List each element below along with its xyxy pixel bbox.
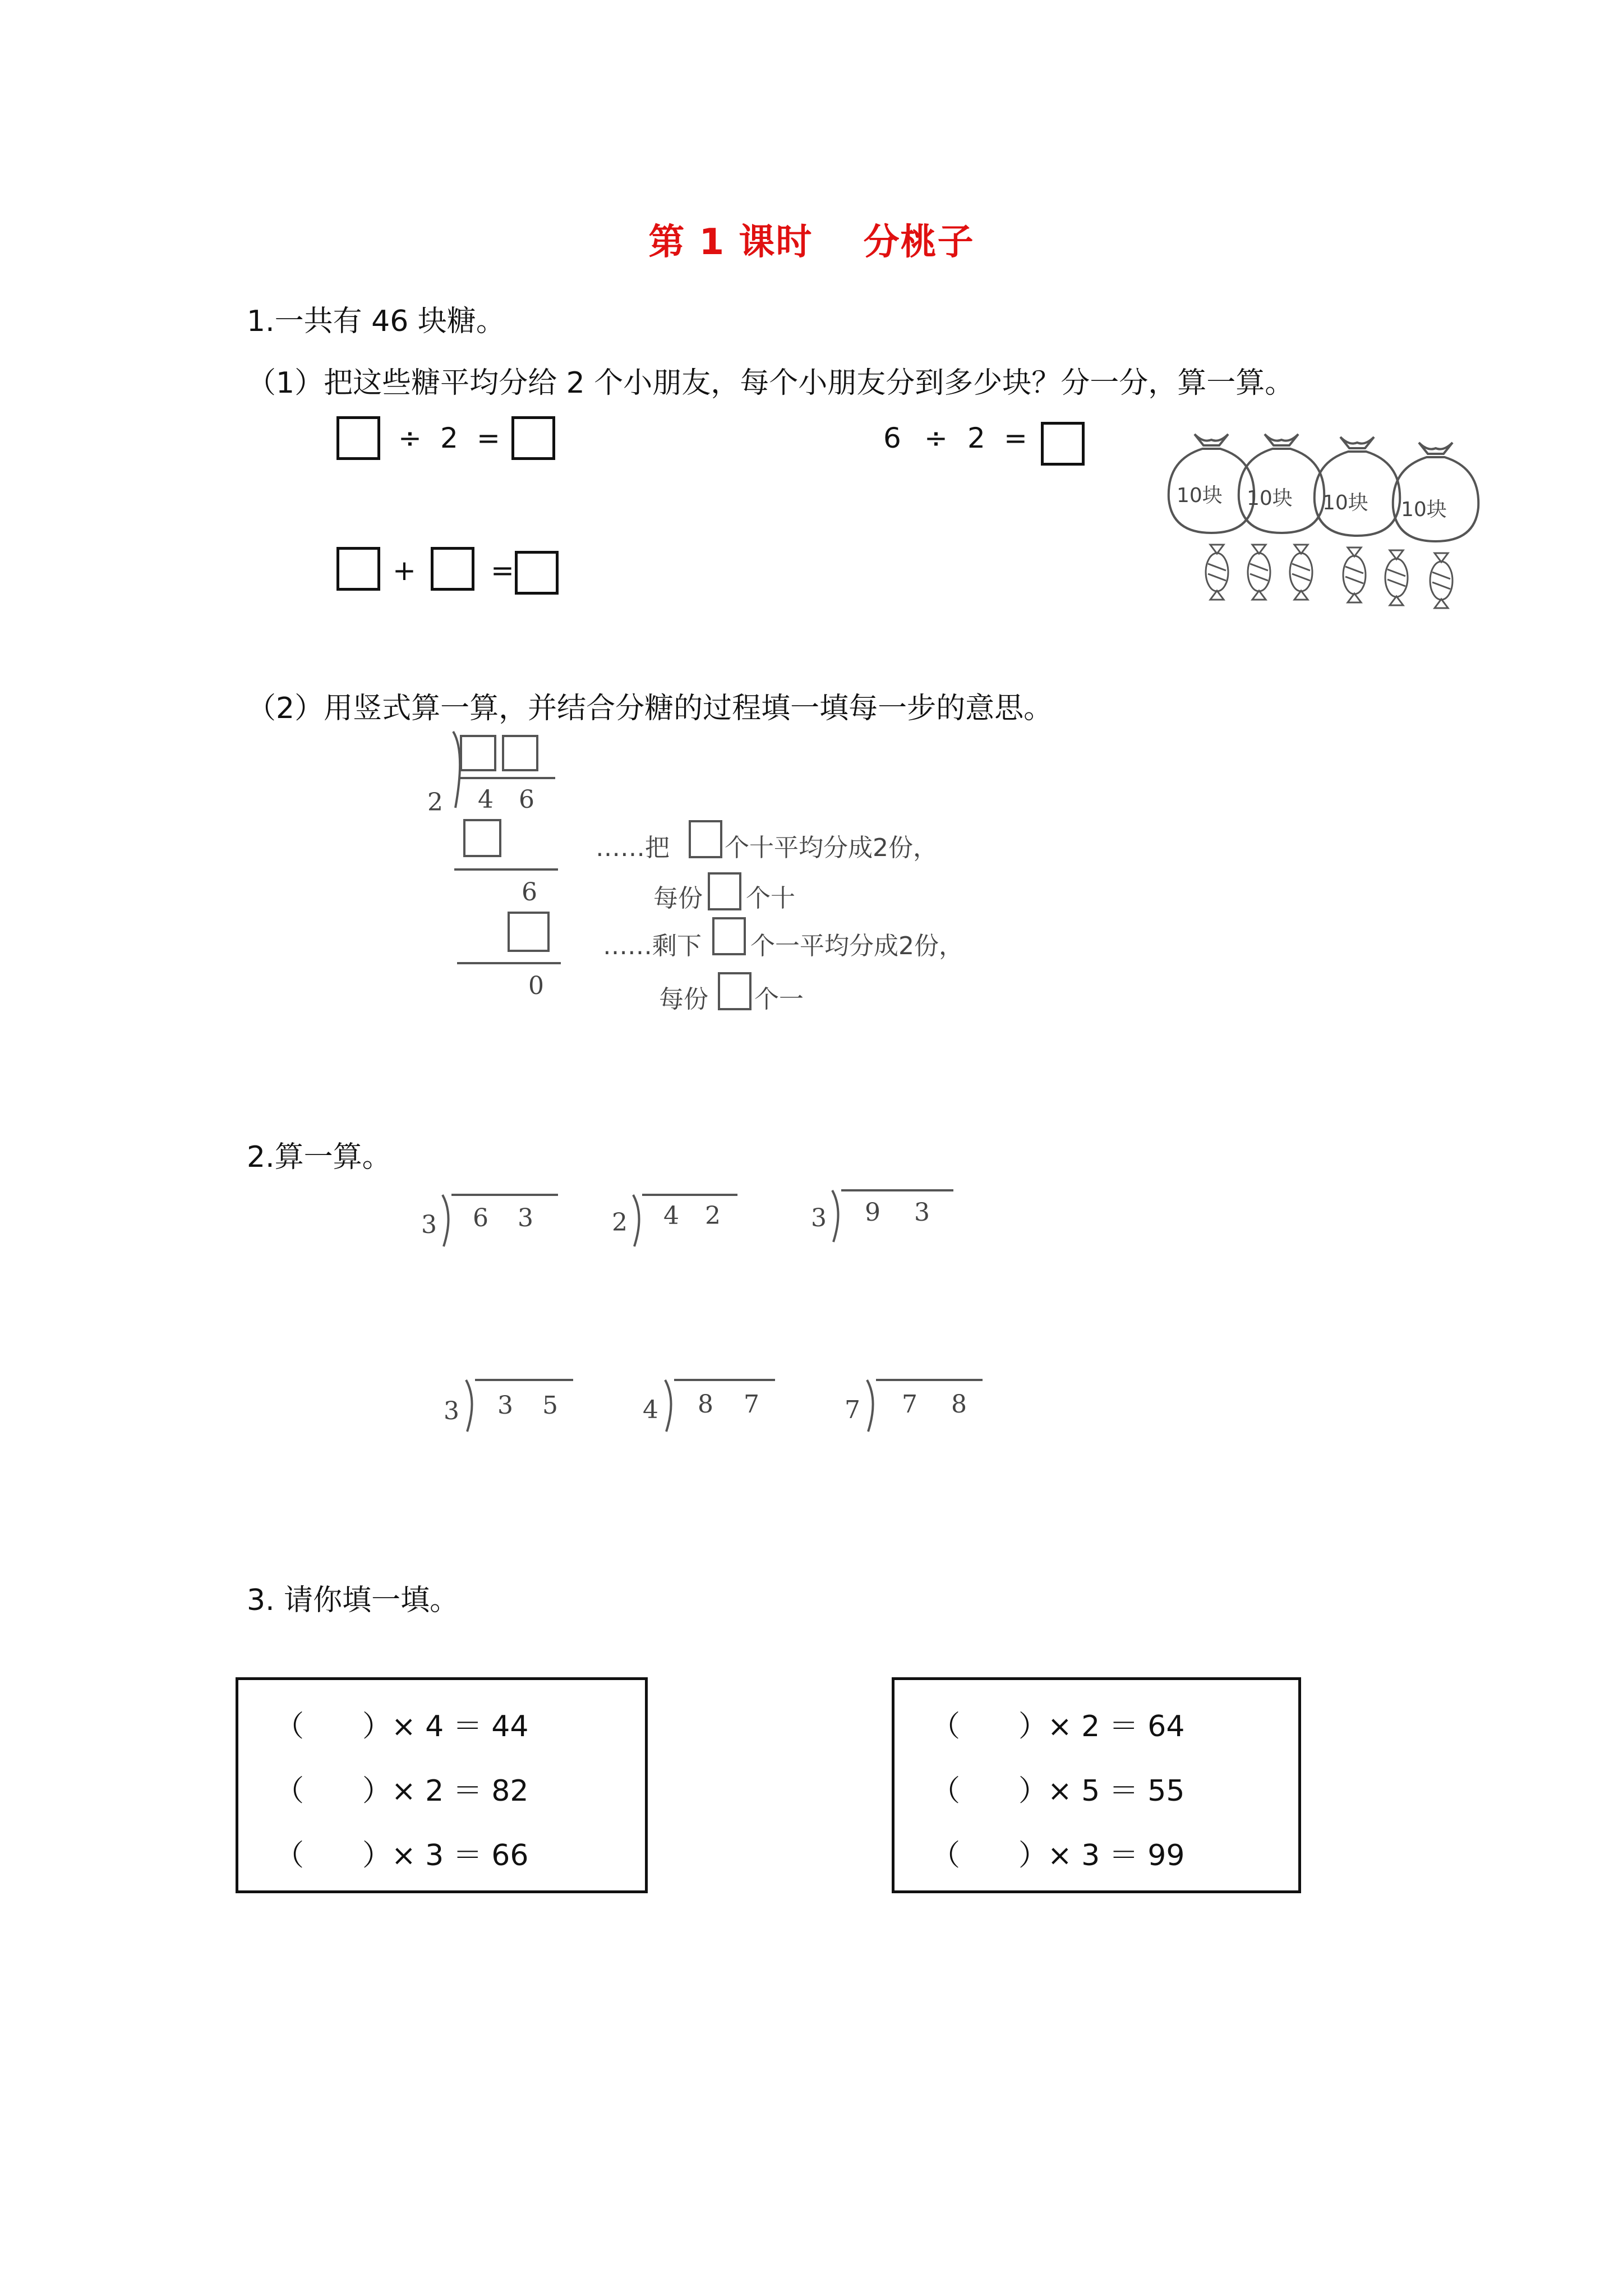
equation-row[interactable]: （ ）× 3 ＝ 66 <box>275 1839 529 1872</box>
note3-pre: ……剩下 <box>603 932 702 960</box>
quotient-box[interactable] <box>502 735 538 771</box>
equals-sign: = <box>491 554 514 587</box>
equals-sign: = <box>1004 422 1027 454</box>
note2-post: 个十 <box>746 884 795 913</box>
note2-pre: 每份 <box>653 884 703 913</box>
answer-box[interactable] <box>336 547 380 591</box>
equation-row[interactable]: （ ）× 3 ＝ 99 <box>931 1839 1185 1872</box>
note-box[interactable] <box>712 917 746 955</box>
note-box[interactable] <box>708 872 741 910</box>
candy-icon <box>1380 547 1413 609</box>
bag-label: 10块 <box>1177 484 1223 507</box>
q2-heading: 2.算一算。 <box>247 1140 391 1174</box>
answer-box[interactable] <box>511 416 555 460</box>
plus-sign: + <box>393 554 416 587</box>
candy-icon <box>1242 541 1276 603</box>
note4-pre: 每份 <box>659 985 708 1014</box>
bag-label: 10块 <box>1322 491 1368 514</box>
bag-label: 10块 <box>1247 487 1293 510</box>
q1-part1-prompt: （1）把这些糖平均分给 2 个小朋友，每个小朋友分到多少块？分一分，算一算。 <box>247 366 1294 400</box>
dividend-value: 6 <box>883 422 901 454</box>
equation-row[interactable]: （ ）× 5 ＝ 55 <box>931 1774 1185 1808</box>
equation-row[interactable]: （ ）× 2 ＝ 82 <box>275 1774 529 1808</box>
bag-label: 10块 <box>1401 498 1447 521</box>
equation-row[interactable]: （ ）× 2 ＝ 64 <box>931 1710 1185 1743</box>
division-problem: 3 6 3 <box>418 1189 564 1251</box>
answer-box[interactable] <box>431 547 474 591</box>
division-problem: 2 4 2 <box>608 1189 754 1251</box>
remainder-end: 0 <box>528 972 544 1000</box>
divisor-value: 2 <box>967 422 985 454</box>
q1-part2-prompt: （2）用竖式算一算，并结合分糖的过程填一填每一步的意思。 <box>247 692 1053 725</box>
division-problem: 4 8 7 <box>639 1374 791 1436</box>
candy-icon <box>1424 550 1458 611</box>
answer-box[interactable] <box>1041 422 1085 466</box>
equation-row[interactable]: （ ）× 4 ＝ 44 <box>275 1710 529 1743</box>
dividend-tens: 4 <box>478 785 494 814</box>
divide-sign: ÷ <box>924 422 948 454</box>
divisor-value: 2 <box>440 422 458 454</box>
candy-icon <box>1338 544 1371 606</box>
division-bracket <box>449 729 471 813</box>
candy-icon <box>1284 541 1318 603</box>
division-problem: 3 3 5 <box>440 1374 586 1436</box>
page-title: 第 1 课时 分桃子 <box>648 222 975 263</box>
division-problem: 3 9 3 <box>808 1184 959 1245</box>
q3-heading: 3. 请你填一填。 <box>247 1584 459 1617</box>
answer-box[interactable] <box>515 551 559 595</box>
note1-post: 个十平均分成2份， <box>725 834 938 862</box>
remainder-mid: 6 <box>522 878 537 907</box>
note1-pre: ……把 <box>596 834 670 862</box>
note-box[interactable] <box>689 820 722 858</box>
product-box[interactable] <box>463 819 501 857</box>
division-problem: 7 7 8 <box>841 1374 993 1436</box>
equals-sign: = <box>477 422 500 454</box>
q1-heading: 1.一共有 46 块糖。 <box>247 305 505 338</box>
divide-sign: ÷ <box>398 422 422 454</box>
candy-icon <box>1200 541 1234 603</box>
note3-post: 个一平均分成2份， <box>750 932 963 960</box>
product-box[interactable] <box>508 912 550 952</box>
note4-post: 个一 <box>754 985 804 1014</box>
dividend-ones: 6 <box>519 785 534 814</box>
answer-box[interactable] <box>336 416 380 460</box>
candy-bag-icon <box>1385 435 1486 547</box>
divisor: 2 <box>427 788 443 817</box>
note-box[interactable] <box>718 972 751 1010</box>
